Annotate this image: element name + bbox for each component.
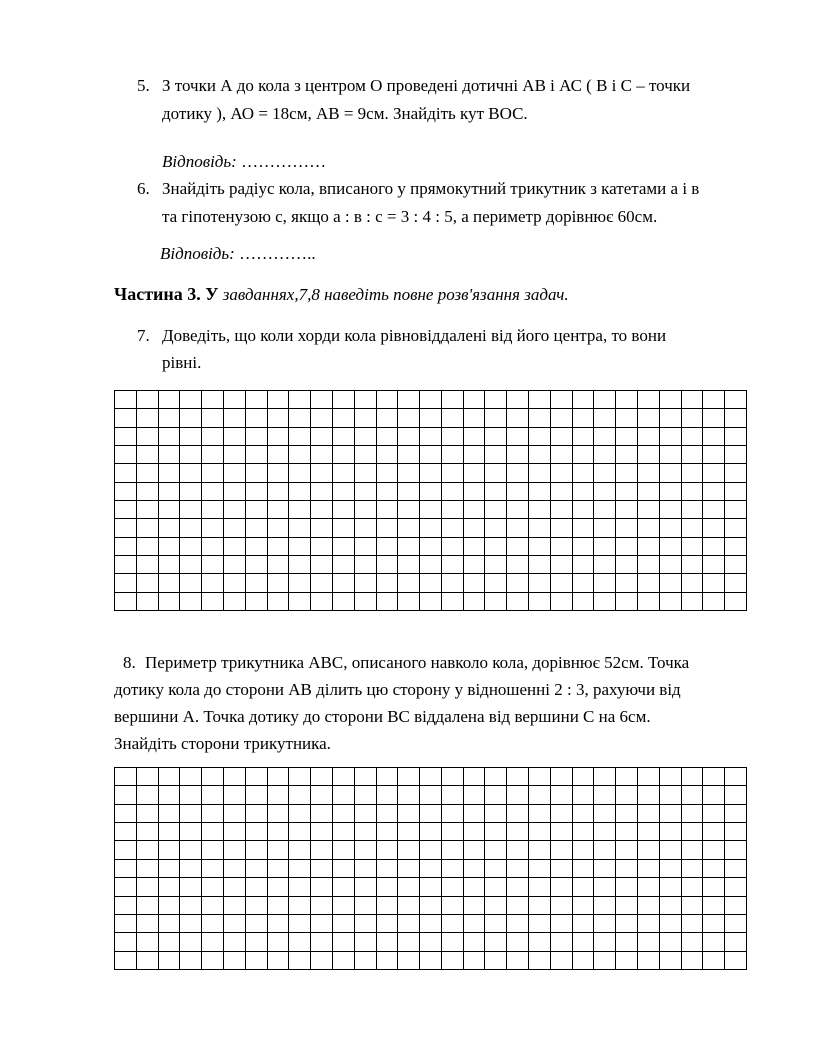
task-7-text-line-1: Доведіть, що коли хорди кола рівновіддалені від його центра, то вони	[162, 326, 667, 345]
task-8-text-line-3: вершини А. Точка дотику до сторони ВС віддалена від вершини С на 6см.	[114, 707, 651, 726]
task-8-text-line-2: дотику кола до сторони АВ ділить цю сторону у відношенні 2 : 3, рахуючи від	[114, 680, 681, 699]
part-3-title: Частина 3. У	[114, 284, 219, 304]
part-3-heading	[114, 284, 569, 305]
task-8-text-line-4: Знайдіть сторони трикутника.	[114, 734, 331, 753]
answer-5-blank: ……………	[236, 152, 327, 171]
task-8-text-line-1: Периметр трикутника АВС, описаного навколо кола, дорівнює 52см. Точка	[145, 653, 690, 672]
answer-6-label: Відповідь:	[160, 244, 235, 263]
task-5-text-line-2: дотику ), АО = 18см, АВ = 9см. Знайдіть кут ВОС.	[162, 104, 528, 123]
task-8-number: 8.	[123, 653, 136, 672]
task-5-number: 5.	[137, 76, 150, 95]
task-6-text-line-1: Знайдіть радіус кола, вписаного у прямокутний трикутник з катетами а і в	[162, 179, 700, 198]
answer-6	[160, 244, 316, 264]
task-7-text-line-2: рівні.	[162, 353, 202, 372]
grid1-lines	[114, 390, 747, 611]
task-7-number: 7.	[137, 326, 150, 345]
grid2-lines	[114, 767, 747, 970]
task-6-number: 6.	[137, 179, 150, 198]
task-8-answer-grid[interactable]	[114, 767, 747, 970]
task-6-text-line-2: та гіпотенузою с, якщо а : в : с = 3 : 4 : 5, а периметр дорівнює 60см.	[162, 207, 658, 226]
part-3-subtitle: завданнях,7,8 наведіть повне розв'язання задач.	[218, 285, 569, 304]
task-5-text-line-1: З точки А до кола з центром О проведені дотичні АВ і АС ( В і С – точки	[162, 76, 691, 95]
task-7-answer-grid[interactable]	[114, 390, 747, 611]
answer-5-label: Відповідь:	[162, 152, 237, 171]
answer-5	[162, 152, 326, 172]
answer-6-blank: …………..	[234, 244, 316, 263]
task-5-line-1	[137, 76, 150, 96]
